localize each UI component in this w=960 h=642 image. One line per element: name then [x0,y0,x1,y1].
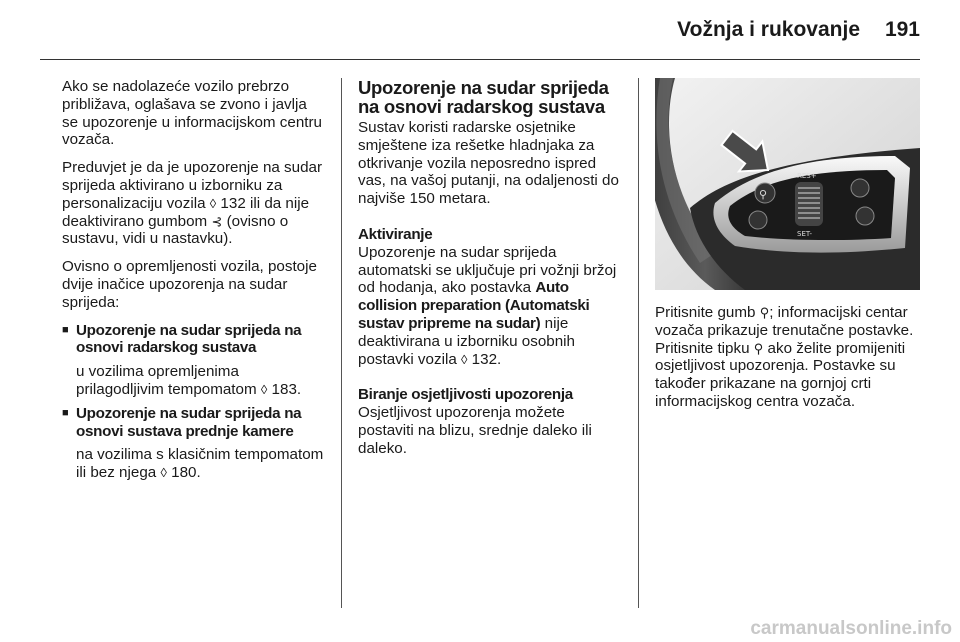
text: na vozilima s klasičnim tempomatom ili bez njega [76,446,324,482]
cross-reference-icon: ◊ [160,465,167,481]
column-divider-2 [638,78,639,608]
text: Preduvjet je da je upozorenje na sudar sprijeda aktivirano u izborniku za personalizaciju vozila [62,159,323,212]
paragraph-instructions [655,304,920,411]
subheading-activation: Aktiviranje [358,225,433,243]
collision-warning-button-icon: ⊰ [211,213,223,229]
page-reference[interactable]: 183. [271,380,302,398]
page-header-title: Vožnja i rukovanje [677,18,860,41]
svg-text:SET-: SET- [797,230,813,238]
page-number: 191 [884,18,920,41]
subheading-sensitivity: Biranje osjetljivosti upozorenja [358,386,573,404]
paragraph-chime: Ako se nadolazeće vozilo prebrzo približava, oglašava se zvono i javlja se upozorenje u informacijskom centru vozača. [62,78,322,149]
bullet-icon: ■ [62,323,69,336]
text: ; informacijski centar vozača prikazuje trenutačne postavke. Pritisnite tipku [655,304,914,357]
page-reference[interactable]: 132. [471,350,502,368]
cross-reference-icon: ◊ [209,195,217,211]
steering-wheel-photo [655,78,920,290]
text: ako želite promijeniti osjetljivost upozorenja. Postavke su također prikazane na gornjoj crti informacijskog centra vozača. [655,339,906,410]
text: nije deaktivirana u izborniku osobnih postavki vozila [358,314,575,368]
version-list [62,322,324,482]
text: 132 ili da nije deaktivirano gumbom [62,194,310,230]
footer-watermark: carmanualsonline.info [750,618,952,639]
column-2 [358,78,622,468]
list-item-desc [76,363,324,399]
list-item-desc [76,446,324,482]
setting-name: Auto collision preparation (Automatski sustav pripreme na sudar) [358,279,590,332]
text: Upozorenje na sudar sprijeda automatski se uključuje pri vožnji bržoj od hodanja, ako postavka [358,243,617,297]
column-3 [655,78,920,421]
section-heading: Upozorenje na sudar sprijeda na osnovi radarskog sustava [358,77,609,117]
svg-text:⚲: ⚲ [759,188,768,201]
list-item-title: Upozorenje na sudar sprijeda na osnovi sustava prednje kamere [76,404,302,440]
gap-button-icon: ⚲ [759,305,770,320]
text: Pritisnite gumb [655,304,756,321]
paragraph-precondition [62,159,324,248]
svg-text:RES+: RES+ [797,172,817,180]
gap-button-icon: ⚲ [753,340,764,356]
paragraph-activation [358,244,622,369]
column-1 [62,78,324,488]
paragraph-sensitivity: Osjetljivost upozorenja možete postaviti na blizu, srednje daleko ili daleko. [358,404,592,457]
text: u vozilima opremljenima prilagodljivim tempomatom [76,363,257,398]
text: (ovisno o sustavu, vidi u nastavku). [62,212,289,248]
bullet-icon: ■ [62,406,69,419]
paragraph-versions: Ovisno o opremljenosti vozila, postoje dvije inačice upozorenja na sudar sprijeda: [62,258,317,311]
paragraph-intro: Sustav koristi radarske osjetnike smještene iza rešetke hladnjaka za otkrivanje vozila neposredno ispred vas, na vašoj putanji, na odaljenosti do najviše 150 metara. [358,119,619,208]
header-rule [40,59,920,60]
column-divider-1 [341,78,342,608]
list-item [62,322,324,399]
list-item-title: Upozorenje na sudar sprijeda na osnovi radarskog sustava [76,321,302,357]
cross-reference-icon: ◊ [461,351,468,367]
page-reference[interactable]: 180. [171,464,201,482]
list-item [62,405,324,482]
cross-reference-icon: ◊ [260,381,268,397]
